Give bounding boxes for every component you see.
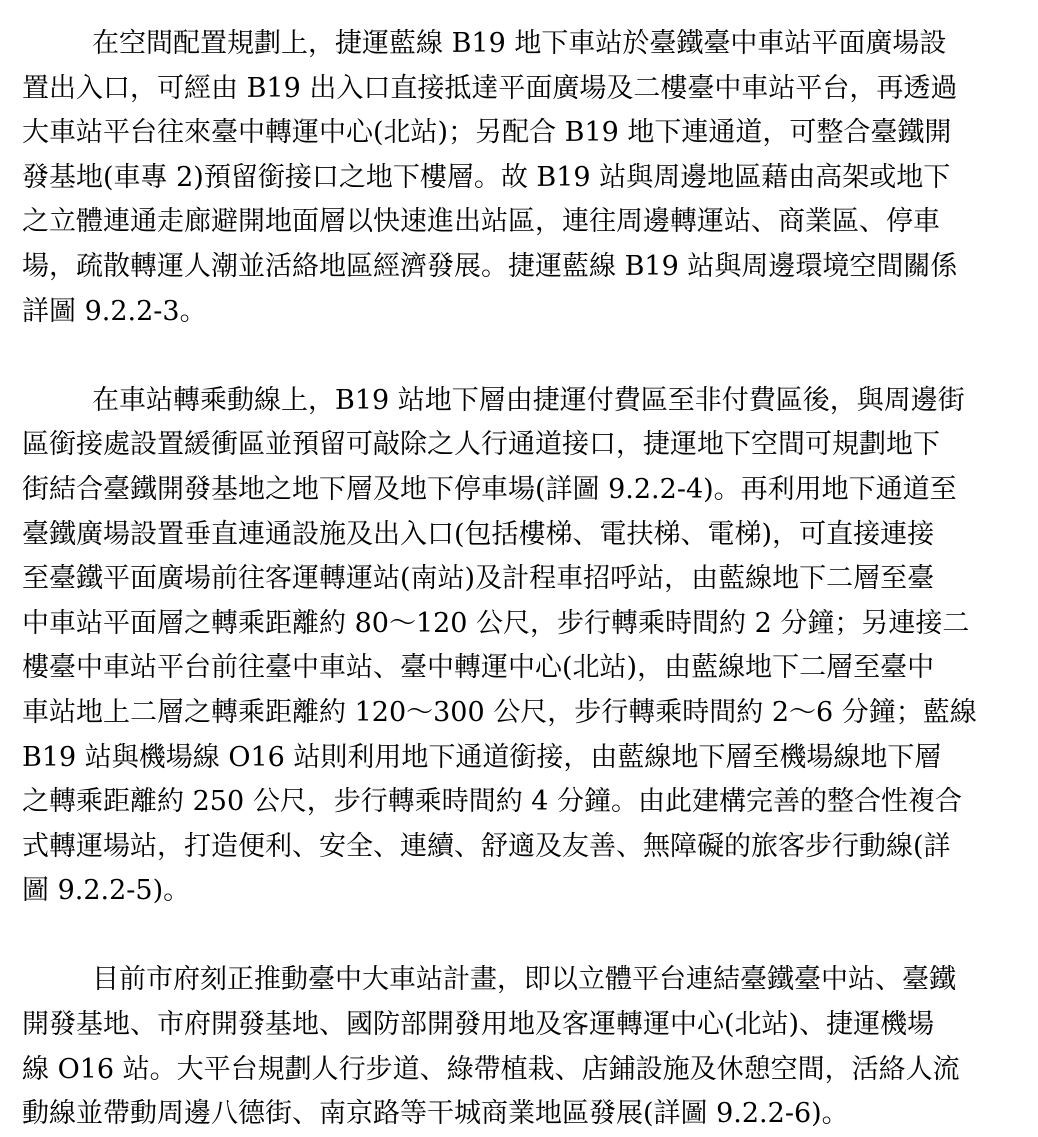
paragraph-line: 開發基地、市府開發基地、國防部開發用地及客運轉運中心(北站)、捷運機場: [22, 1009, 935, 1041]
paragraph-line: 動線並帶動周邊八德街、南京路等干城商業地區發展(詳圖 9.2.2-6)。: [22, 1098, 849, 1130]
paragraph-line: 線 O16 站。大平台規劃人行步道、綠帶植栽、店鋪設施及休憩空間，活絡人流: [22, 1053, 960, 1085]
paragraph-line: 中車站平面層之轉乘距離約 80～120 公尺，步行轉乘時間約 2 分鐘；另連接二: [22, 607, 970, 639]
paragraph-line: 之立體連通走廊避開地面層以快速進出站區，連往周邊轉運站、商業區、停車: [22, 206, 940, 238]
paragraph-line: 圖 9.2.2-5)。: [22, 875, 191, 907]
paragraph-line: 詳圖 9.2.2-3。: [22, 295, 207, 327]
document-page: [22, 22, 1016, 1137]
paragraph-line: 區銜接處設置緩衝區並預留可敲除之人行通道接口，捷運地下空間可規劃地下: [22, 429, 940, 461]
paragraph-line: 大車站平台往來臺中轉運中心(北站)；另配合 B19 地下連通道，可整合臺鐵開: [22, 117, 952, 149]
paragraph-line: 在車站轉乘動線上，B19 站地下層由捷運付費區至非付費區後，與周邊街: [92, 384, 965, 416]
paragraph-spacer: [22, 914, 1016, 959]
paragraph-spacer: [22, 334, 1016, 379]
paragraph-line: 置出入口，可經由 B19 出入口直接抵達平面廣場及二樓臺中車站平台，再透過: [22, 72, 958, 104]
paragraph-line: 場，疏散轉運人潮並活絡地區經濟發展。捷運藍線 B19 站與周邊環境空間關係: [22, 250, 958, 282]
paragraph-1: [22, 22, 1016, 334]
paragraph-line: 車站地上二層之轉乘距離約 120～300 公尺，步行轉乘時間約 2～6 分鐘；藍線: [22, 696, 977, 728]
paragraph-line: 在空間配置規劃上，捷運藍線 B19 地下車站於臺鐵臺中車站平面廣場設: [92, 28, 947, 59]
paragraph-line: 街結合臺鐵開發基地之地下層及地下停車場(詳圖 9.2.2-4)。再利用地下通道至: [22, 473, 957, 505]
paragraph-line: B19 站與機場線 O16 站則利用地下通道銜接，由藍線地下層至機場線地下層: [22, 741, 942, 773]
paragraph-line: 樓臺中車站平台前往臺中車站、臺中轉運中心(北站)，由藍線地下二層至臺中: [22, 652, 935, 684]
paragraph-line: 目前市府刻正推動臺中大車站計畫，即以立體平台連結臺鐵臺中站、臺鐵: [92, 964, 956, 996]
paragraph-2: [22, 379, 1016, 914]
paragraph-line: 之轉乘距離約 250 公尺，步行轉乘時間約 4 分鐘。由此建構完善的整合性複合: [22, 786, 963, 818]
paragraph-3: [22, 958, 1016, 1136]
paragraph-line: 臺鐵廣場設置垂直連通設施及出入口(包括樓梯、電扶梯、電梯)，可直接連接: [22, 518, 935, 550]
paragraph-line: 至臺鐵平面廣場前往客運轉運站(南站)及計程車招呼站，由藍線地下二層至臺: [22, 563, 935, 595]
paragraph-line: 發基地(車專 2)預留銜接口之地下樓層。故 B19 站與周邊地區藉由高架或地下: [22, 161, 951, 193]
paragraph-line: 式轉運場站，打造便利、安全、連續、舒適及友善、無障礙的旅客步行動線(詳: [22, 830, 951, 862]
